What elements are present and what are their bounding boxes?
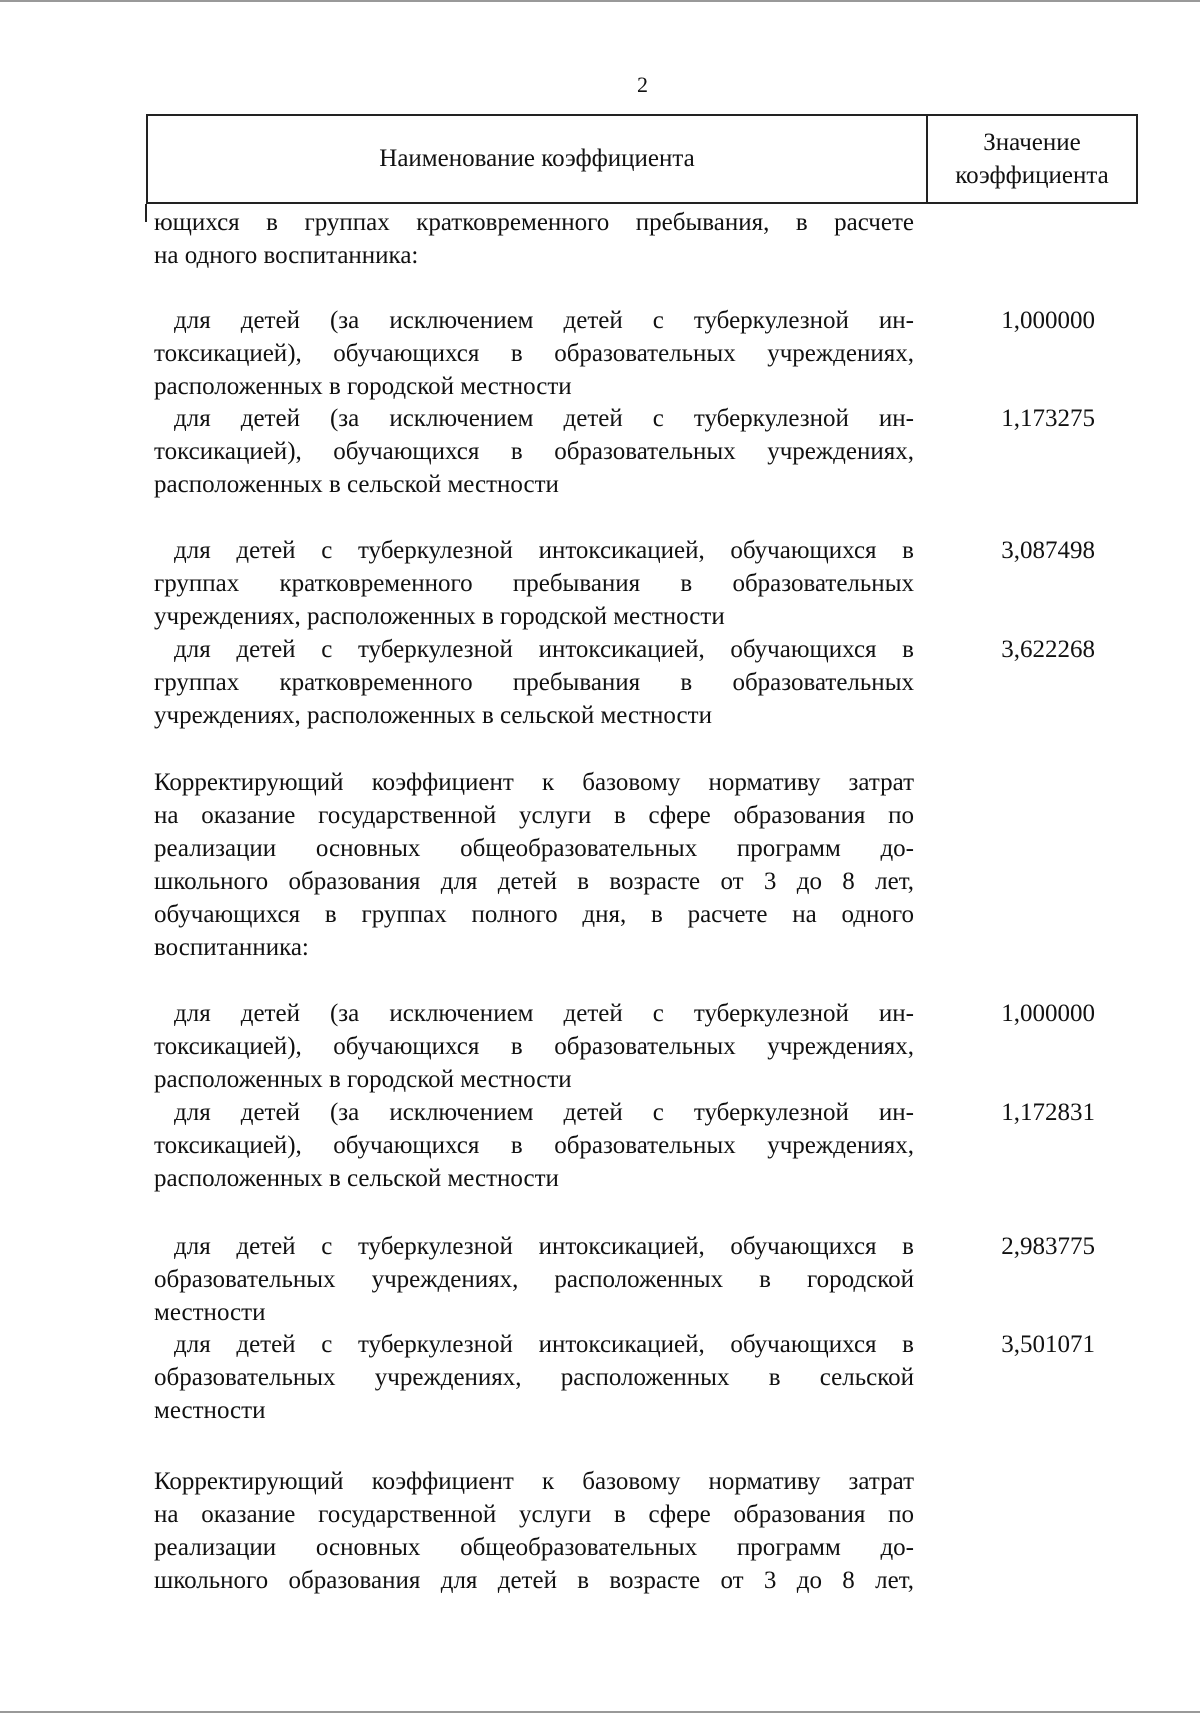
entry-line: расположенных в сельской местности	[154, 1165, 559, 1192]
entry-line: для детей с туберкулезной интоксикацией, обучающихся в	[174, 1331, 914, 1358]
entry-line: группах кратковременного пребывания в образовательных	[154, 669, 914, 696]
coefficient-entry	[154, 633, 914, 732]
entry-line: для детей с туберкулезной интоксикацией, обучающихся в	[174, 537, 914, 564]
entry-line: расположенных в городской местности	[154, 373, 572, 400]
entry-line: для детей с туберкулезной интоксикацией, обучающихся в	[174, 1233, 914, 1260]
coefficient-value: 3,501071	[1001, 1331, 1095, 1358]
entry-line: учреждениях, расположенных в городской местности	[154, 603, 725, 630]
entry-line: для детей (за исключением детей с туберкулезной ин-	[174, 405, 914, 432]
column-header-value-line2: коэффициента	[955, 162, 1109, 189]
coefficient-value: 1,173275	[1001, 405, 1095, 432]
section-line: воспитанника:	[154, 934, 309, 961]
entry-line: образовательных учреждениях, расположенных в сельской	[154, 1364, 914, 1391]
section-line: школьного образования для детей в возрасте от 3 до 8 лет,	[154, 868, 914, 895]
entry-line: для детей (за исключением детей с туберкулезной ин-	[174, 1000, 914, 1027]
entry-line: учреждениях, расположенных в сельской местности	[154, 702, 712, 729]
coefficient-value: 3,087498	[1001, 537, 1095, 564]
coefficient-value: 1,000000	[1001, 307, 1095, 334]
entry-line: местности	[154, 1299, 266, 1326]
coefficient-entry	[154, 1328, 914, 1427]
section-heading-next	[154, 1465, 914, 1597]
coefficient-entry	[154, 534, 914, 633]
entry-line: для детей (за исключением детей с туберкулезной ин-	[174, 1099, 914, 1126]
entry-line: для детей (за исключением детей с туберкулезной ин-	[174, 307, 914, 334]
section-line: на оказание государственной услуги в сфере образования по	[154, 802, 914, 829]
section-line: реализации основных общеобразовательных программ до-	[154, 1534, 914, 1561]
column-header-value	[928, 116, 1136, 202]
section-line: на оказание государственной услуги в сфере образования по	[154, 1501, 914, 1528]
coefficient-entry	[154, 1096, 914, 1195]
intro-paragraph	[154, 206, 914, 272]
entry-line: токсикацией), обучающихся в образовательных учреждениях,	[154, 340, 914, 367]
section-line: обучающихся в группах полного дня, в расчете на одного	[154, 901, 914, 928]
section-line: Корректирующий коэффициент к базовому нормативу затрат	[154, 769, 914, 796]
coefficient-entry	[154, 402, 914, 501]
section-line: реализации основных общеобразовательных программ до-	[154, 835, 914, 862]
coefficient-entry	[154, 1230, 914, 1329]
intro-line: на одного воспитанника:	[154, 242, 419, 269]
intro-line: ющихся в группах кратковременного пребывания, в расчете	[154, 209, 914, 236]
coefficient-value: 2,983775	[1001, 1233, 1095, 1260]
entry-line: токсикацией), обучающихся в образовательных учреждениях,	[154, 1132, 914, 1159]
coefficient-value: 1,172831	[1001, 1099, 1095, 1126]
column-header-name: Наименование коэффициента	[379, 145, 695, 172]
entry-line: для детей с туберкулезной интоксикацией, обучающихся в	[174, 636, 914, 663]
section-line: Корректирующий коэффициент к базовому нормативу затрат	[154, 1468, 914, 1495]
entry-line: токсикацией), обучающихся в образовательных учреждениях,	[154, 1033, 914, 1060]
coefficient-entry	[154, 997, 914, 1096]
section-line: школьного образования для детей в возрасте от 3 до 8 лет,	[154, 1567, 914, 1594]
column-header-value-line1: Значение	[983, 129, 1081, 156]
entry-line: образовательных учреждениях, расположенных в городской	[154, 1266, 914, 1293]
coefficient-value: 1,000000	[1001, 1000, 1095, 1027]
table-left-border	[145, 204, 147, 222]
entry-line: расположенных в городской местности	[154, 1066, 572, 1093]
scan-edge-bottom	[0, 1711, 1200, 1713]
page-number: 2	[637, 72, 648, 97]
section-heading-full-day	[154, 766, 914, 964]
coefficient-value: 3,622268	[1001, 636, 1095, 663]
coefficient-entry	[154, 304, 914, 403]
entry-line: расположенных в сельской местности	[154, 471, 559, 498]
entry-line: токсикацией), обучающихся в образовательных учреждениях,	[154, 438, 914, 465]
scan-edge-top	[0, 0, 1200, 2]
entry-line: группах кратковременного пребывания в образовательных	[154, 570, 914, 597]
table-header	[146, 114, 1138, 204]
entry-line: местности	[154, 1397, 266, 1424]
